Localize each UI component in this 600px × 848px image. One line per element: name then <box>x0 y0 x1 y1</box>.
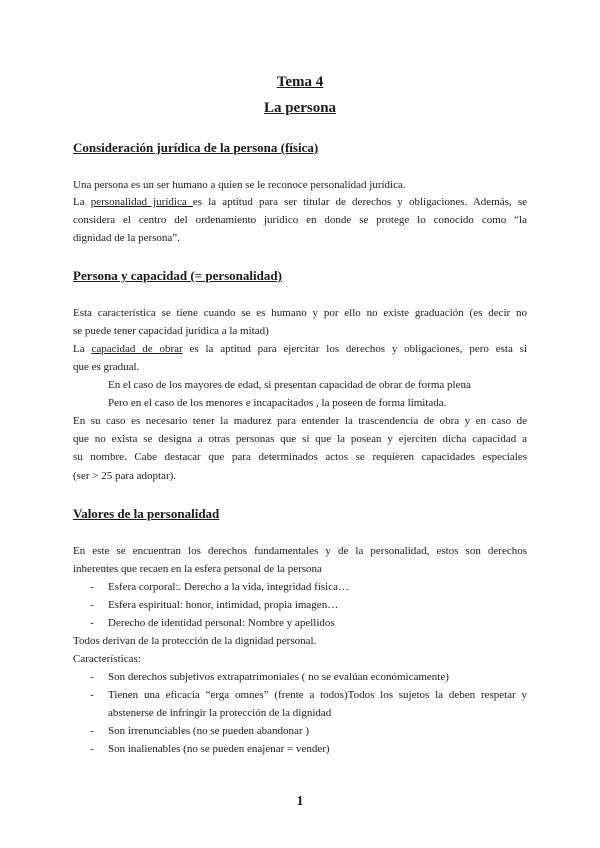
paragraph-line: Todos derivan de la protección de la dignidad personal. <box>73 635 317 647</box>
section-heading-capacity: Persona y capacidad (= personalidad) <box>73 268 282 283</box>
topic-number: Tema 4 <box>276 74 324 90</box>
paragraph-line: su nombre. Cabe destacar que para determinados actos se requieren capacidades especiales <box>73 451 527 463</box>
list-bullet: - <box>90 671 94 683</box>
list-item: Son irrenunciables (no se pueden abandonar ) <box>108 725 309 737</box>
paragraph-line: Una persona es un ser humano a quien se le reconoce personalidad jurídica. <box>73 179 406 191</box>
underlined-term: personalidad jurídica <box>90 196 193 208</box>
page-title: La persona <box>263 100 337 116</box>
paragraph-line: inherentes que recaen en la esfera personal de la persona <box>73 563 322 575</box>
paragraph-line <box>73 195 527 209</box>
paragraph-line: Esta característica se tiene cuando se es humano y por ello no existe graduación (es decir no <box>73 307 527 319</box>
indented-line: Pero en el caso de los menores e incapacitados , la poseen de forma limitada. <box>108 397 447 409</box>
paragraph-line: que es gradual. <box>73 361 140 373</box>
list-bullet: - <box>90 725 94 737</box>
list-item: Esfera corporal:. Derecho a la vida, integridad física… <box>108 581 349 593</box>
page-number: 1 <box>296 794 304 809</box>
indented-line: En el caso de los mayores de edad, si presentan capacidad de obrar de forma plena <box>108 379 471 391</box>
paragraph-line: Características: <box>73 653 141 665</box>
list-bullet: - <box>90 581 94 593</box>
underlined-term: capacidad de obrar <box>91 343 183 355</box>
list-bullet: - <box>90 617 94 629</box>
text-span: La <box>73 196 91 208</box>
paragraph-line: se puede tener capacidad jurídica a la mitad) <box>73 325 269 337</box>
list-bullet: - <box>90 743 94 755</box>
list-bullet: - <box>90 599 94 611</box>
text-span: es la aptitud para ser titular de derechos y obligaciones. Además, se <box>192 196 527 208</box>
list-item: Son inalienables (no se pueden enajenar = vender) <box>108 743 330 755</box>
text-span: La <box>73 343 92 355</box>
text-span: es la aptitud para ejercitar los derechos y obligaciones, pero esta si <box>182 343 527 355</box>
list-item: Son derechos subjetivos extrapatrimoniales ( no se evalúan económicamente) <box>108 671 449 683</box>
list-item: Tienen una eficacia “erga omnes” (frente a todos)Todos los sujetos la deben respetar y <box>108 689 527 701</box>
paragraph-line: En este se encuentran los derechos fundamentales y de la personalidad, estos son derechos <box>73 545 527 557</box>
list-item: Esfera espiritual: honor, intimidad, propia imagen… <box>108 599 339 611</box>
paragraph-line: dignidad de la persona”. <box>73 232 180 244</box>
section-heading-personality-values: Valores de la personalidad <box>73 506 220 521</box>
paragraph-line: considera el centro del ordenamiento jurídico en donde se protege lo conocido como “la <box>73 214 527 226</box>
section-heading-legal-consideration: Consideración jurídica de la persona (física) <box>73 140 319 155</box>
paragraph-line: que no exista se designa a otras personas que sí que la posean y ejerciten dicha capacidad a <box>73 433 527 445</box>
list-bullet: - <box>90 689 94 701</box>
paragraph-line: (ser > 25 para adoptar). <box>73 470 177 482</box>
paragraph-line <box>73 342 527 356</box>
list-item-continuation: abstenerse de infringir la protección de la dignidad <box>108 707 332 719</box>
paragraph-line: En su caso es necesario tener la madurez para entender la trascendencia de obra y en caso de <box>73 415 527 427</box>
list-item: Derecho de identidad personal: Nombre y apellidos <box>108 617 335 629</box>
